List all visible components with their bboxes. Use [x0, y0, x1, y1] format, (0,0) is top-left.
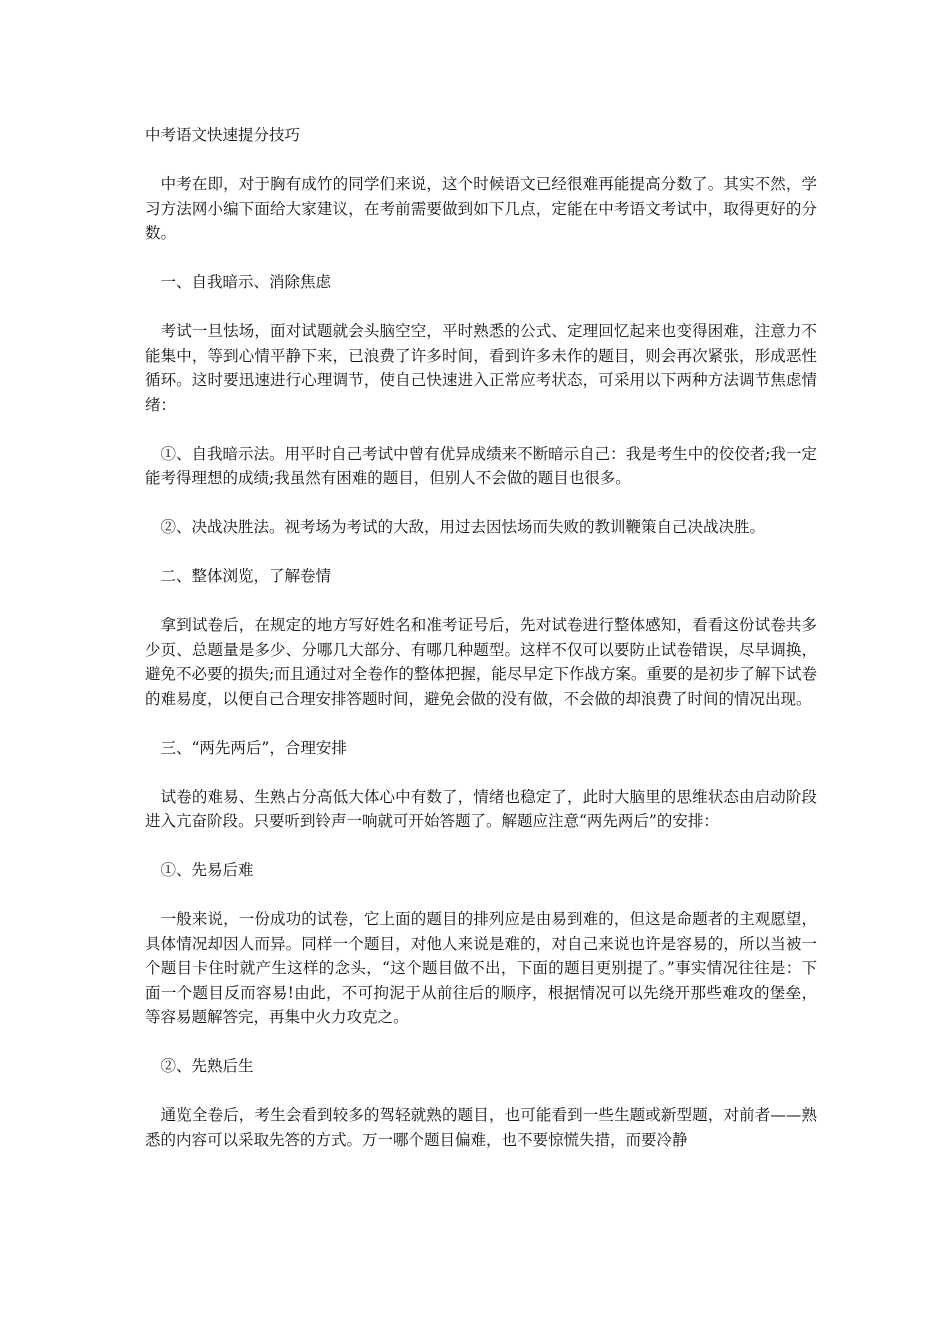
document-page: [145, 123, 817, 1177]
subheading-item: ②、先熟后生: [145, 1057, 254, 1075]
body-paragraph: 拿到试卷后，在规定的地方写好姓名和准考证号后，先对试卷进行整体感知，看看这份试卷共多少页、总题量是多少、分哪几大部分、有哪几种题型。这样不仅可以要防止试卷错误，尽早调换，避免不必要的损失;而且通过对全卷作的整体把握，能尽早定下作战方案。重要的是初步了解下试卷的难易度，以便自己合理安排答题时间，避免会做的没有做，不会做的却浪费了时间的情况出现。: [145, 616, 817, 708]
document-title: 中考语文快速提分技巧: [145, 126, 301, 144]
intro-paragraph: 中考在即，对于胸有成竹的同学们来说，这个时候语文已经很难再能提高分数了。其实不然，学习方法网小编下面给大家建议，在考前需要做到如下几点，定能在中考语文考试中，取得更好的分数。: [145, 175, 817, 242]
body-paragraph: 试卷的难易、生熟占分高低大体心中有数了，情绪也稳定了，此时大脑里的思维状态由启动阶段进入亢奋阶段。只要听到铃声一响就可开始答题了。解题应注意“两先两后”的安排：: [145, 787, 817, 830]
section-heading-2: 二、整体浏览，了解卷情: [145, 567, 332, 585]
body-paragraph: 一般来说，一份成功的试卷，它上面的题目的排列应是由易到难的，但这是命题者的主观愿望，具体情况却因人而异。同样一个题目，对他人来说是难的，对自己来说也许是容易的，所以当被一个题目卡住时就产生这样的念头，“这个题目做不出，下面的题目更别提了。”事实情况往往是：下面一个题目反而容易!由此，不可拘泥于从前往后的顺序，根据情况可以先绕开那些难攻的堡垒，等容易题解答完，再集中火力攻克之。: [145, 910, 817, 1026]
section-heading-1: 一、自我暗示、消除焦虑: [145, 273, 332, 291]
subheading-item: ①、先易后难: [145, 861, 254, 879]
list-item: ②、决战决胜法。视考场为考试的大敌，用过去因怯场而失败的教训鞭策自己决战决胜。: [145, 518, 766, 536]
body-paragraph: 考试一旦怯场，面对试题就会头脑空空，平时熟悉的公式、定理回忆起来也变得困难，注意力不能集中，等到心情平静下来，已浪费了许多时间，看到许多未作的题目，则会再次紧张，形成恶性循环。这时要迅速进行心理调节，使自己快速进入正常应考状态，可采用以下两种方法调节焦虑情绪：: [145, 322, 817, 414]
body-paragraph: 通览全卷后，考生会看到较多的驾轻就熟的题目，也可能看到一些生题或新型题，对前者——熟悉的内容可以采取先答的方式。万一哪个题目偏难，也不要惊慌失措，而要冷静: [145, 1106, 817, 1149]
section-heading-3: 三、“两先两后”，合理安排: [145, 738, 347, 757]
list-item: ①、自我暗示法。用平时自己考试中曾有优异成绩来不断暗示自己：我是考生中的佼佼者;我一定能考得理想的成绩;我虽然有困难的题目，但别人不会做的题目也很多。: [145, 444, 817, 487]
